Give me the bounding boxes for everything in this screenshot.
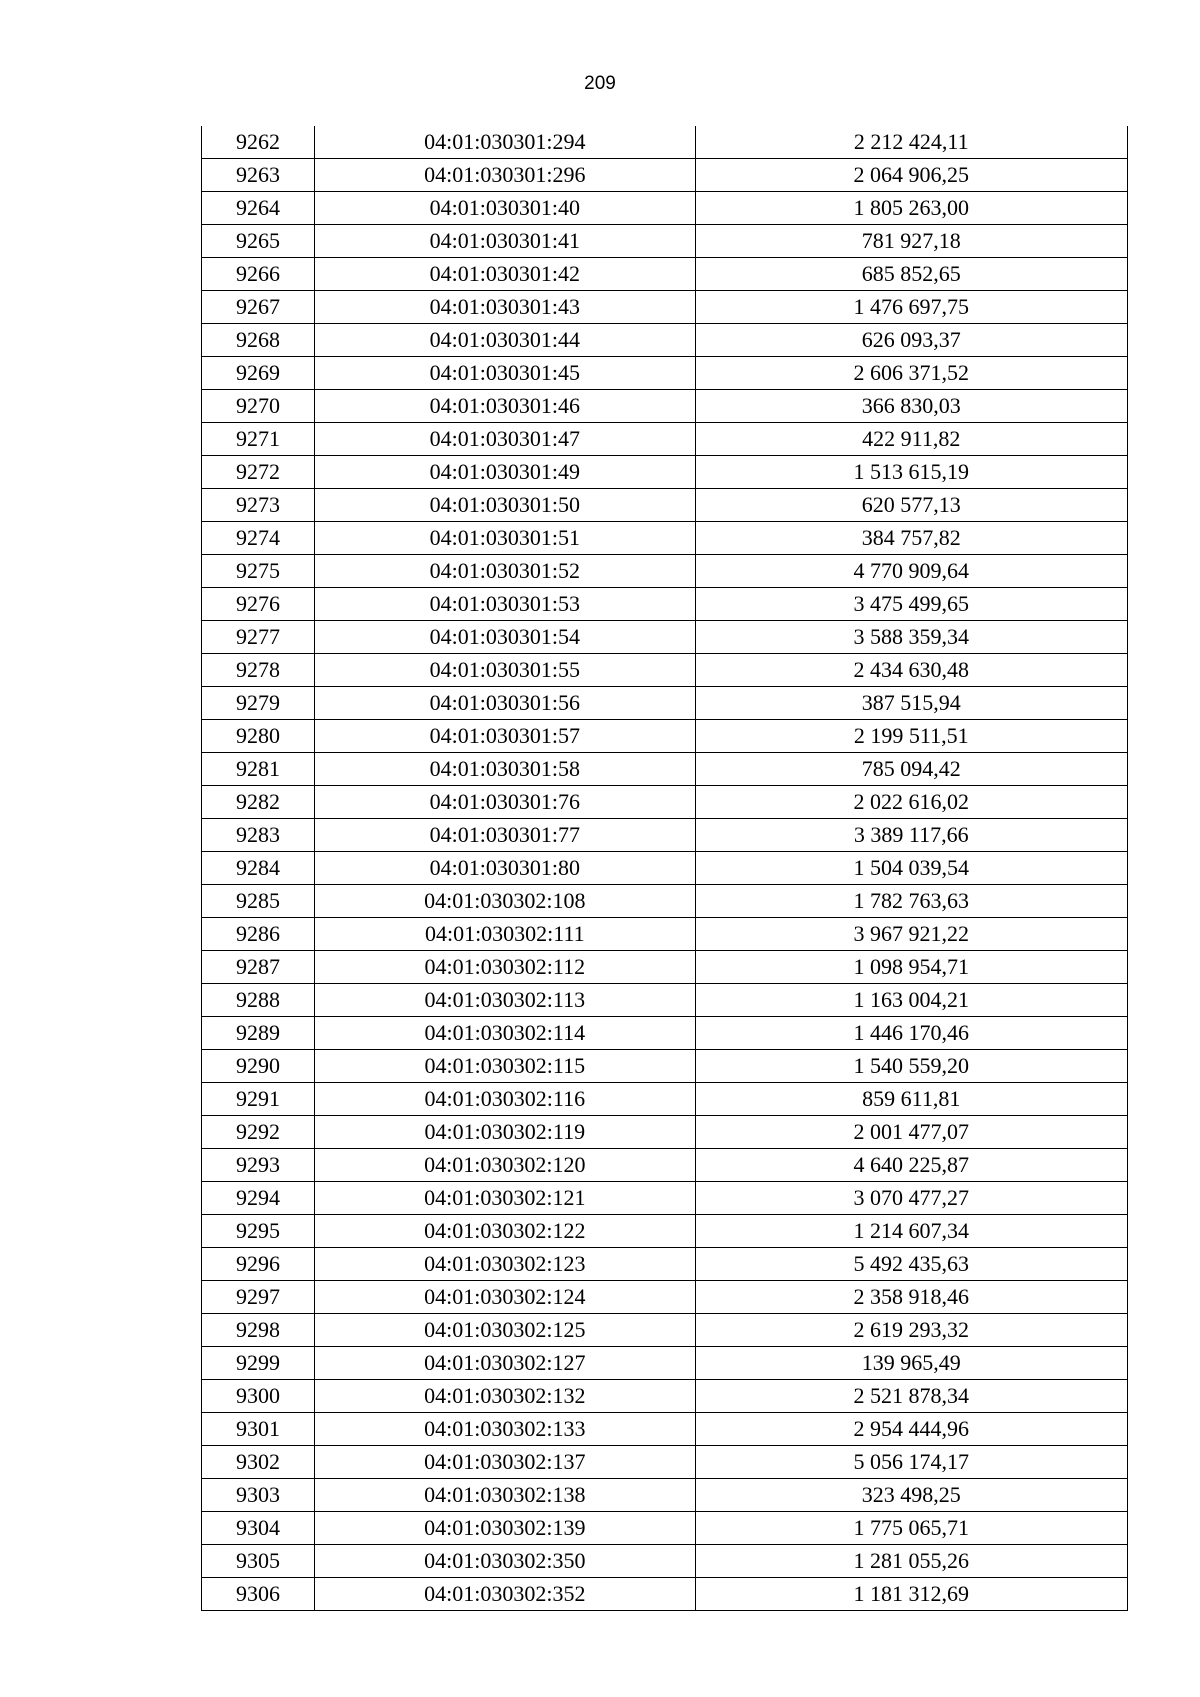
table-row: [202, 522, 1128, 555]
table-row: [202, 852, 1128, 885]
table-row: [202, 720, 1128, 753]
row-number-cell: 9298: [202, 1314, 315, 1347]
table-row: [202, 1578, 1128, 1611]
table-row: [202, 984, 1128, 1017]
table-row: [202, 885, 1128, 918]
value-cell: 1 181 312,69: [695, 1578, 1127, 1611]
table-row: [202, 951, 1128, 984]
value-cell: 2 212 424,11: [695, 126, 1127, 159]
table-row: [202, 654, 1128, 687]
value-cell: 2 022 616,02: [695, 786, 1127, 819]
table-row: [202, 324, 1128, 357]
cadastral-number-cell: 04:01:030301:58: [315, 753, 695, 786]
table-row: [202, 1545, 1128, 1578]
table-row: [202, 1479, 1128, 1512]
table-row: [202, 192, 1128, 225]
table-row: [202, 357, 1128, 390]
cadastral-number-cell: 04:01:030302:127: [315, 1347, 695, 1380]
cadastral-number-cell: 04:01:030301:49: [315, 456, 695, 489]
row-number-cell: 9265: [202, 225, 315, 258]
table-row: [202, 1281, 1128, 1314]
cadastral-number-cell: 04:01:030302:111: [315, 918, 695, 951]
cadastral-number-cell: 04:01:030301:50: [315, 489, 695, 522]
value-cell: 387 515,94: [695, 687, 1127, 720]
value-cell: 1 446 170,46: [695, 1017, 1127, 1050]
row-number-cell: 9296: [202, 1248, 315, 1281]
cadastral-number-cell: 04:01:030301:57: [315, 720, 695, 753]
cadastral-number-cell: 04:01:030301:52: [315, 555, 695, 588]
value-cell: 2 064 906,25: [695, 159, 1127, 192]
table-row: [202, 225, 1128, 258]
value-cell: 4 770 909,64: [695, 555, 1127, 588]
value-cell: 859 611,81: [695, 1083, 1127, 1116]
value-cell: 1 214 607,34: [695, 1215, 1127, 1248]
value-cell: 366 830,03: [695, 390, 1127, 423]
value-cell: 2 358 918,46: [695, 1281, 1127, 1314]
table-row: [202, 159, 1128, 192]
table-row: [202, 918, 1128, 951]
table-row: [202, 1347, 1128, 1380]
table-row: [202, 423, 1128, 456]
row-number-cell: 9286: [202, 918, 315, 951]
cadastral-number-cell: 04:01:030301:43: [315, 291, 695, 324]
cadastral-number-cell: 04:01:030301:80: [315, 852, 695, 885]
row-number-cell: 9271: [202, 423, 315, 456]
value-cell: 3 475 499,65: [695, 588, 1127, 621]
cadastral-number-cell: 04:01:030301:55: [315, 654, 695, 687]
table-row: [202, 1017, 1128, 1050]
cadastral-number-cell: 04:01:030302:139: [315, 1512, 695, 1545]
value-cell: 3 070 477,27: [695, 1182, 1127, 1215]
cadastral-number-cell: 04:01:030301:54: [315, 621, 695, 654]
row-number-cell: 9299: [202, 1347, 315, 1380]
row-number-cell: 9288: [202, 984, 315, 1017]
row-number-cell: 9285: [202, 885, 315, 918]
value-cell: 3 389 117,66: [695, 819, 1127, 852]
row-number-cell: 9268: [202, 324, 315, 357]
row-number-cell: 9263: [202, 159, 315, 192]
value-cell: 2 954 444,96: [695, 1413, 1127, 1446]
row-number-cell: 9278: [202, 654, 315, 687]
table-body: [202, 126, 1128, 1611]
table-row: [202, 1215, 1128, 1248]
row-number-cell: 9297: [202, 1281, 315, 1314]
table-row: [202, 126, 1128, 159]
value-cell: 3 967 921,22: [695, 918, 1127, 951]
value-cell: 2 001 477,07: [695, 1116, 1127, 1149]
row-number-cell: 9275: [202, 555, 315, 588]
cadastral-number-cell: 04:01:030302:116: [315, 1083, 695, 1116]
cadastral-number-cell: 04:01:030301:40: [315, 192, 695, 225]
value-cell: 5 056 174,17: [695, 1446, 1127, 1479]
row-number-cell: 9293: [202, 1149, 315, 1182]
table-row: [202, 1512, 1128, 1545]
cadastral-number-cell: 04:01:030302:108: [315, 885, 695, 918]
value-cell: 1 476 697,75: [695, 291, 1127, 324]
table-row: [202, 1446, 1128, 1479]
value-cell: 785 094,42: [695, 753, 1127, 786]
table-row: [202, 753, 1128, 786]
table-row: [202, 1182, 1128, 1215]
row-number-cell: 9269: [202, 357, 315, 390]
cadastral-number-cell: 04:01:030302:132: [315, 1380, 695, 1413]
cadastral-number-cell: 04:01:030301:56: [315, 687, 695, 720]
value-cell: 422 911,82: [695, 423, 1127, 456]
cadastral-number-cell: 04:01:030301:76: [315, 786, 695, 819]
value-cell: 620 577,13: [695, 489, 1127, 522]
cadastral-number-cell: 04:01:030301:77: [315, 819, 695, 852]
value-cell: 2 434 630,48: [695, 654, 1127, 687]
table-row: [202, 687, 1128, 720]
value-cell: 626 093,37: [695, 324, 1127, 357]
cadastral-number-cell: 04:01:030302:113: [315, 984, 695, 1017]
cadastral-number-cell: 04:01:030302:137: [315, 1446, 695, 1479]
cadastral-number-cell: 04:01:030302:138: [315, 1479, 695, 1512]
row-number-cell: 9272: [202, 456, 315, 489]
cadastral-number-cell: 04:01:030302:114: [315, 1017, 695, 1050]
row-number-cell: 9283: [202, 819, 315, 852]
cadastral-number-cell: 04:01:030302:112: [315, 951, 695, 984]
value-cell: 2 606 371,52: [695, 357, 1127, 390]
table-row: [202, 621, 1128, 654]
cadastral-number-cell: 04:01:030302:133: [315, 1413, 695, 1446]
table-row: [202, 1083, 1128, 1116]
cadastral-number-cell: 04:01:030302:121: [315, 1182, 695, 1215]
value-cell: 2 199 511,51: [695, 720, 1127, 753]
table-row: [202, 588, 1128, 621]
table-row: [202, 555, 1128, 588]
table-row: [202, 456, 1128, 489]
table-row: [202, 291, 1128, 324]
cadastral-number-cell: 04:01:030301:47: [315, 423, 695, 456]
row-number-cell: 9289: [202, 1017, 315, 1050]
row-number-cell: 9294: [202, 1182, 315, 1215]
table-row: [202, 390, 1128, 423]
table-row: [202, 489, 1128, 522]
table-row: [202, 258, 1128, 291]
value-cell: 1 098 954,71: [695, 951, 1127, 984]
row-number-cell: 9273: [202, 489, 315, 522]
cadastral-number-cell: 04:01:030301:53: [315, 588, 695, 621]
table-row: [202, 1314, 1128, 1347]
value-cell: 139 965,49: [695, 1347, 1127, 1380]
value-cell: 781 927,18: [695, 225, 1127, 258]
cadastral-number-cell: 04:01:030302:115: [315, 1050, 695, 1083]
cadastral-number-cell: 04:01:030301:45: [315, 357, 695, 390]
cadastral-number-cell: 04:01:030301:296: [315, 159, 695, 192]
table-row: [202, 1248, 1128, 1281]
row-number-cell: 9302: [202, 1446, 315, 1479]
cadastral-number-cell: 04:01:030301:46: [315, 390, 695, 423]
value-cell: 384 757,82: [695, 522, 1127, 555]
table-row: [202, 1413, 1128, 1446]
row-number-cell: 9267: [202, 291, 315, 324]
value-cell: 5 492 435,63: [695, 1248, 1127, 1281]
row-number-cell: 9295: [202, 1215, 315, 1248]
row-number-cell: 9306: [202, 1578, 315, 1611]
row-number-cell: 9284: [202, 852, 315, 885]
value-cell: 1 504 039,54: [695, 852, 1127, 885]
row-number-cell: 9281: [202, 753, 315, 786]
row-number-cell: 9270: [202, 390, 315, 423]
table-row: [202, 1149, 1128, 1182]
row-number-cell: 9304: [202, 1512, 315, 1545]
cadastral-number-cell: 04:01:030301:294: [315, 126, 695, 159]
row-number-cell: 9287: [202, 951, 315, 984]
value-cell: 2 521 878,34: [695, 1380, 1127, 1413]
value-cell: 1 513 615,19: [695, 456, 1127, 489]
value-cell: 1 805 263,00: [695, 192, 1127, 225]
cadastral-number-cell: 04:01:030302:350: [315, 1545, 695, 1578]
row-number-cell: 9303: [202, 1479, 315, 1512]
table-row: [202, 1116, 1128, 1149]
row-number-cell: 9290: [202, 1050, 315, 1083]
value-cell: 323 498,25: [695, 1479, 1127, 1512]
value-cell: 2 619 293,32: [695, 1314, 1127, 1347]
row-number-cell: 9291: [202, 1083, 315, 1116]
value-cell: 1 281 055,26: [695, 1545, 1127, 1578]
row-number-cell: 9276: [202, 588, 315, 621]
cadastral-value-table: [201, 126, 1128, 1611]
value-cell: 1 775 065,71: [695, 1512, 1127, 1545]
table-row: [202, 1050, 1128, 1083]
row-number-cell: 9282: [202, 786, 315, 819]
table-row: [202, 786, 1128, 819]
value-cell: 1 782 763,63: [695, 885, 1127, 918]
row-number-cell: 9305: [202, 1545, 315, 1578]
table-row: [202, 819, 1128, 852]
value-cell: 685 852,65: [695, 258, 1127, 291]
cadastral-number-cell: 04:01:030302:122: [315, 1215, 695, 1248]
cadastral-number-cell: 04:01:030302:124: [315, 1281, 695, 1314]
cadastral-number-cell: 04:01:030301:44: [315, 324, 695, 357]
row-number-cell: 9262: [202, 126, 315, 159]
cadastral-number-cell: 04:01:030302:120: [315, 1149, 695, 1182]
cadastral-number-cell: 04:01:030301:41: [315, 225, 695, 258]
value-cell: 4 640 225,87: [695, 1149, 1127, 1182]
value-cell: 1 163 004,21: [695, 984, 1127, 1017]
row-number-cell: 9292: [202, 1116, 315, 1149]
row-number-cell: 9264: [202, 192, 315, 225]
row-number-cell: 9301: [202, 1413, 315, 1446]
cadastral-number-cell: 04:01:030302:125: [315, 1314, 695, 1347]
cadastral-number-cell: 04:01:030302:123: [315, 1248, 695, 1281]
value-cell: 1 540 559,20: [695, 1050, 1127, 1083]
value-cell: 3 588 359,34: [695, 621, 1127, 654]
row-number-cell: 9280: [202, 720, 315, 753]
row-number-cell: 9300: [202, 1380, 315, 1413]
cadastral-number-cell: 04:01:030301:51: [315, 522, 695, 555]
row-number-cell: 9274: [202, 522, 315, 555]
cadastral-number-cell: 04:01:030302:352: [315, 1578, 695, 1611]
row-number-cell: 9279: [202, 687, 315, 720]
cadastral-number-cell: 04:01:030302:119: [315, 1116, 695, 1149]
table-row: [202, 1380, 1128, 1413]
cadastral-number-cell: 04:01:030301:42: [315, 258, 695, 291]
row-number-cell: 9277: [202, 621, 315, 654]
row-number-cell: 9266: [202, 258, 315, 291]
page-number: 209: [584, 73, 616, 94]
